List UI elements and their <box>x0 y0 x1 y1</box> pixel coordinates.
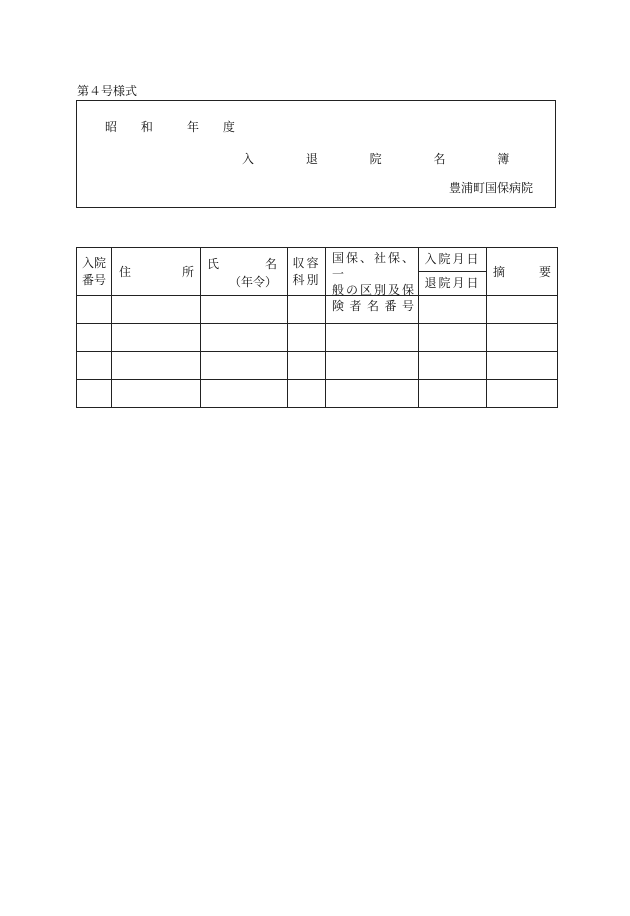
header-name-char2: 名 <box>264 257 277 271</box>
table-row <box>77 296 558 324</box>
header-department <box>288 248 326 296</box>
table-cell <box>326 352 419 380</box>
header-admission-date: 入院月日 <box>419 248 487 272</box>
header-department-line1: 収容 <box>292 255 321 270</box>
header-insurance-line2: 般の区別及保 <box>332 283 414 297</box>
table-cell <box>201 380 288 408</box>
table-cell <box>326 380 419 408</box>
header-remarks-char2: 要 <box>538 265 551 279</box>
table-cell <box>201 296 288 324</box>
table-cell <box>487 352 558 380</box>
table-cell <box>112 380 201 408</box>
era-label: 昭 和 <box>105 120 163 134</box>
table-cell <box>487 324 558 352</box>
header-name-char1: 氏 <box>207 257 220 271</box>
header-department-line2: 科別 <box>292 272 321 287</box>
table-cell <box>112 324 201 352</box>
header-insurance <box>326 248 419 313</box>
table-cell <box>77 324 112 352</box>
header-name <box>201 248 288 296</box>
header-address-char1: 住 <box>119 265 132 279</box>
table-row <box>77 324 558 352</box>
admission-discharge-table <box>76 247 558 408</box>
table-cell <box>487 296 558 324</box>
table-cell <box>288 380 326 408</box>
header-admission-number-line2: 番号 <box>81 272 106 287</box>
header-name-age: （年令） <box>228 275 277 289</box>
table-cell <box>77 380 112 408</box>
header-admission-number-line1: 入院 <box>81 255 106 270</box>
header-remarks <box>487 248 558 296</box>
header-admission-number <box>77 248 112 296</box>
form-number: 第４号様式 <box>77 84 138 98</box>
table-cell <box>112 296 201 324</box>
header-discharge-date: 退院月日 <box>419 272 487 296</box>
table-row <box>77 380 558 408</box>
table-cell <box>112 352 201 380</box>
table-cell <box>201 324 288 352</box>
fiscal-year-label: 年 度 <box>187 120 245 134</box>
table-row <box>77 352 558 380</box>
register-header-box <box>76 100 556 208</box>
table-cell <box>77 352 112 380</box>
header-address-char2: 所 <box>181 265 194 279</box>
hospital-name: 豊浦町国保病院 <box>448 181 533 195</box>
table-cell <box>326 324 419 352</box>
table-cell <box>419 324 487 352</box>
table-cell <box>487 380 558 408</box>
table-cell <box>419 296 487 324</box>
header-insurance-line3: 険者名番号 <box>332 299 414 313</box>
table-cell <box>77 296 112 324</box>
table-cell <box>419 380 487 408</box>
header-insurance-line1: 国保、社保、一 <box>332 251 414 281</box>
table-cell <box>288 324 326 352</box>
table-cell <box>419 352 487 380</box>
table-cell <box>201 352 288 380</box>
table-cell <box>288 352 326 380</box>
header-address <box>112 248 201 296</box>
table-cell <box>288 296 326 324</box>
register-title: 入 退 院 名 簿 <box>242 152 534 166</box>
header-remarks-char1: 摘 <box>493 265 506 279</box>
